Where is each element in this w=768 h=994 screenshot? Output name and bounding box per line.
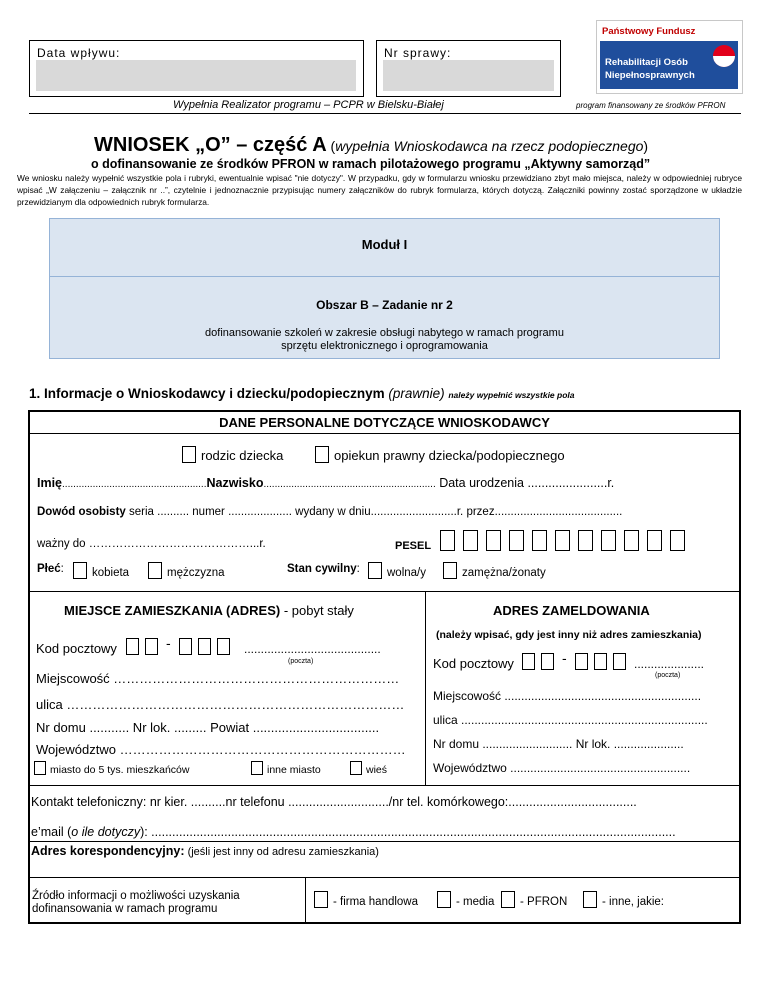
checkbox-source-media[interactable] [437, 891, 451, 908]
last-name-label: Nazwisko [206, 476, 264, 490]
postal-digit-box[interactable] [541, 653, 554, 670]
source-option-other[interactable] [583, 891, 664, 908]
option-female-label: kobieta [92, 567, 130, 579]
correspondence-label: Adres korespondencyjny: [31, 844, 185, 858]
form-title-italic: wypełnia Wnioskodawca na rzecz podopiecznego [335, 138, 644, 154]
residence-city-field[interactable]: Miejscowość ………………………………………………………… [36, 671, 400, 686]
source-top-rule [30, 877, 739, 878]
correspondence-top-rule [30, 841, 739, 842]
case-number-field[interactable] [383, 60, 554, 91]
registration-house-field[interactable]: Nr domu ........................... Nr lok. ..................... [433, 737, 684, 751]
residence-postal-label: Kod pocztowy [36, 641, 117, 656]
source-option-shop[interactable] [314, 891, 418, 908]
option-male-label: mężczyzna [167, 567, 225, 579]
source-option-media-label: - media [456, 896, 495, 908]
pfron-logo [596, 20, 743, 94]
correspondence-row[interactable] [31, 844, 379, 858]
pesel-digit-box[interactable] [670, 530, 685, 551]
source-option-shop-label: - firma handlowa [333, 896, 419, 908]
form-instructions: We wniosku należy wypełnić wszystkie pola i rubryki, ewentualnie wpisać "nie dotyczy". W przypadku, gdy w formularzu wniosku przewidziano zbyt mało miejsca, należy w odpowiedniej rubryce wpisać „W załączeniu – załącznik nr ..”, czytelnie i jednoznacznie przypisując numery załączników do rubryk formularza, których dotyczą. Załączniki powinny zostać sporządzone w układzie przewidzianym dla odpowiednich rubryk formularza. [17, 173, 742, 207]
id-fields[interactable]: seria .......... numer .................... wydany w dniu...........................r. przez........................................ [125, 506, 623, 518]
option-town-small[interactable] [34, 761, 189, 776]
logo-emblem-icon [711, 43, 737, 69]
case-number-label: Nr sprawy: [384, 46, 452, 60]
realizator-note: Wypełnia Realizator programu – PCPR w Bielsku-Białej [173, 99, 444, 111]
registration-header: ADRES ZAMELDOWANIA [493, 603, 650, 618]
residence-header-rest: - pobyt stały [280, 603, 354, 618]
option-married[interactable] [443, 562, 546, 579]
marital-colon: : [356, 563, 360, 575]
source-column-divider [305, 877, 306, 922]
source-label-line1: Źródło informacji o możliwości uzyskania [32, 890, 240, 902]
module-desc-line2: sprzętu elektronicznego i oprogramowania [281, 340, 488, 352]
checkbox-source-other[interactable] [583, 891, 597, 908]
checkbox-married[interactable] [443, 562, 457, 579]
residence-house-field[interactable]: Nr domu ........... Nr lok. ......... Powiat ................................... [36, 720, 380, 735]
pesel-digit-box[interactable] [624, 530, 639, 551]
postal-digit-box[interactable] [575, 653, 588, 670]
section1-paren: (prawnie) [384, 386, 449, 401]
residence-header [64, 603, 354, 618]
date-received-box [29, 40, 364, 97]
birth-date-field[interactable]: Data urodzenia .......................r. [435, 476, 615, 490]
address-column-divider [425, 591, 426, 785]
registration-city-field[interactable]: Miejscowość ........................................................... [433, 689, 702, 703]
case-number-box [376, 40, 561, 97]
source-option-pfron[interactable] [501, 891, 567, 908]
first-name-label: Imię [37, 476, 63, 490]
pesel-label: PESEL [395, 540, 432, 552]
registration-post-office-sub: (poczta) [655, 672, 681, 679]
postal-digit-box[interactable] [145, 638, 158, 655]
checkbox-single[interactable] [368, 562, 382, 579]
contact-top-rule [30, 785, 739, 786]
postal-digit-box[interactable] [179, 638, 192, 655]
pesel-digit-box[interactable] [486, 530, 501, 551]
option-married-label: zamężna/żonaty [462, 567, 546, 579]
checkbox-village[interactable] [350, 761, 362, 775]
option-parent[interactable] [182, 446, 283, 463]
registration-voivodeship-field[interactable]: Województwo ...................................................... [433, 761, 691, 775]
registration-post-office-field[interactable]: ..................... [634, 657, 705, 671]
registration-postal-row[interactable] [433, 656, 514, 671]
form-title-paren-open: ( [326, 138, 336, 154]
sex-colon: : [60, 563, 64, 575]
pesel-digit-box[interactable] [509, 530, 524, 551]
funding-note: program finansowany ze środków PFRON [576, 101, 726, 110]
marital-label: Stan cywilny [287, 563, 357, 575]
form-title [94, 134, 648, 157]
option-female[interactable] [73, 562, 129, 579]
checkbox-parent[interactable] [182, 446, 196, 463]
postal-digit-box[interactable] [126, 638, 139, 655]
email-field[interactable]: ): ....................................................................................................................................................... [140, 825, 676, 839]
header-underline [29, 113, 741, 114]
email-label: e’mail ( [31, 825, 72, 839]
marital-row [287, 563, 360, 575]
pesel-digit-box[interactable] [532, 530, 547, 551]
option-parent-label: rodzic dziecka [201, 448, 284, 463]
residence-postal-row[interactable] [36, 641, 117, 656]
option-village[interactable] [350, 761, 387, 776]
option-guardian[interactable] [315, 446, 565, 463]
last-name-field[interactable]: .............................................................. [263, 479, 436, 490]
name-row[interactable] [37, 476, 614, 490]
section1-title: 1. Informacje o Wnioskodawcy i dziecku/podopiecznym [29, 386, 385, 401]
option-town-small-label: miasto do 5 tys. mieszkańców [50, 764, 190, 776]
registration-note: (należy wpisać, gdy jest inny niż adres zamieszkania) [436, 629, 702, 641]
pesel-digit-box[interactable] [440, 530, 455, 551]
option-single-label: wolna/y [387, 567, 426, 579]
section1-heading [29, 386, 575, 401]
id-valid-until[interactable]: ważny do ……………………………………...r. [37, 538, 266, 550]
residence-postal-boxes[interactable] [126, 635, 236, 658]
source-option-media[interactable] [437, 891, 494, 908]
checkbox-source-shop[interactable] [314, 891, 328, 908]
checkbox-source-pfron[interactable] [501, 891, 515, 908]
option-town-other-label: inne miasto [267, 764, 321, 776]
logo-text-line3: Niepełnosprawnych [605, 70, 695, 81]
checkbox-town-small[interactable] [34, 761, 46, 775]
module-area: Obszar B – Zadanie nr 2 [316, 298, 453, 312]
module-desc-line1: dofinansowanie szkoleń w zakresie obsługi nabytego w ramach programu [205, 327, 564, 339]
checkbox-town-other[interactable] [251, 761, 263, 775]
module-box [49, 218, 720, 359]
option-single[interactable] [368, 562, 426, 579]
date-received-label: Data wpływu: [37, 46, 121, 60]
postal-digit-box[interactable] [594, 653, 607, 670]
pesel-digit-box[interactable] [601, 530, 616, 551]
pesel-digit-box[interactable] [578, 530, 593, 551]
residence-header-bold: MIEJSCE ZAMIESZKANIA (ADRES) [64, 603, 281, 618]
form-title-main: WNIOSEK „O” – część A [94, 134, 327, 156]
source-label-line2: dofinansowania w ramach programu [32, 903, 218, 915]
option-town-other[interactable] [251, 761, 321, 776]
residence-post-office-field[interactable]: ......................................... [244, 642, 381, 656]
date-received-field[interactable] [36, 60, 356, 91]
address-top-rule [30, 591, 739, 592]
registration-postal-boxes[interactable] [522, 650, 632, 673]
postal-dash: - [166, 635, 171, 651]
pesel-digit-box[interactable] [463, 530, 478, 551]
sex-row [37, 563, 64, 575]
postal-digit-box[interactable] [522, 653, 535, 670]
postal-dash: - [562, 650, 567, 666]
option-guardian-label: opiekun prawny dziecka/podopiecznego [334, 448, 565, 463]
email-row[interactable] [31, 825, 676, 839]
option-male[interactable] [148, 562, 225, 579]
postal-digit-box[interactable] [613, 653, 626, 670]
module-title: Moduł I [361, 237, 408, 252]
section1-note: należy wypełnić wszystkie pola [448, 390, 575, 400]
residence-voivodeship-field[interactable]: Województwo ………………………………………………………… [36, 742, 406, 757]
source-option-pfron-label: - PFRON [520, 896, 568, 908]
source-option-other-label: - inne, jakie: [602, 896, 665, 908]
option-village-label: wieś [366, 764, 388, 776]
postal-digit-box[interactable] [217, 638, 230, 655]
sex-label: Płeć [37, 563, 61, 575]
pesel-digit-box[interactable] [555, 530, 570, 551]
registration-street-field[interactable]: ulica .......................................................................... [433, 713, 708, 727]
pesel-boxes[interactable] [440, 530, 700, 552]
checkbox-guardian[interactable] [315, 446, 329, 463]
correspondence-note: (jeśli jest inny od adresu zamieszkania) [184, 846, 379, 858]
personal-header-rule [30, 433, 739, 434]
residence-street-field[interactable]: ulica …………………………………………………………………… [36, 697, 405, 712]
form-title-paren-close: ) [643, 138, 649, 154]
postal-digit-box[interactable] [198, 638, 211, 655]
phone-field[interactable]: Kontakt telefoniczny: nr kier. ..........nr telefonu ............................./nr tel. komórkowego:..................................... [31, 795, 637, 809]
personal-header: DANE PERSONALNE DOTYCZĄCE WNIOSKODAWCY [219, 415, 550, 430]
id-row[interactable] [37, 506, 622, 518]
form-subtitle: o dofinansowanie ze środków PFRON w ramach pilotażowego programu „Aktywny samorząd” [91, 157, 651, 171]
logo-text-line1: Państwowy Fundusz [602, 26, 696, 37]
residence-post-office-sub: (poczta) [288, 658, 314, 665]
registration-postal-label: Kod pocztowy [433, 656, 514, 671]
first-name-field[interactable]: .................................................... [62, 479, 207, 490]
logo-text-line2: Rehabilitacji Osób [605, 57, 688, 68]
module-divider [50, 276, 719, 277]
pesel-digit-box[interactable] [647, 530, 662, 551]
email-optional-note: o ile dotyczy [71, 825, 141, 839]
checkbox-male[interactable] [148, 562, 162, 579]
checkbox-female[interactable] [73, 562, 87, 579]
id-label: Dowód osobisty [37, 506, 126, 518]
